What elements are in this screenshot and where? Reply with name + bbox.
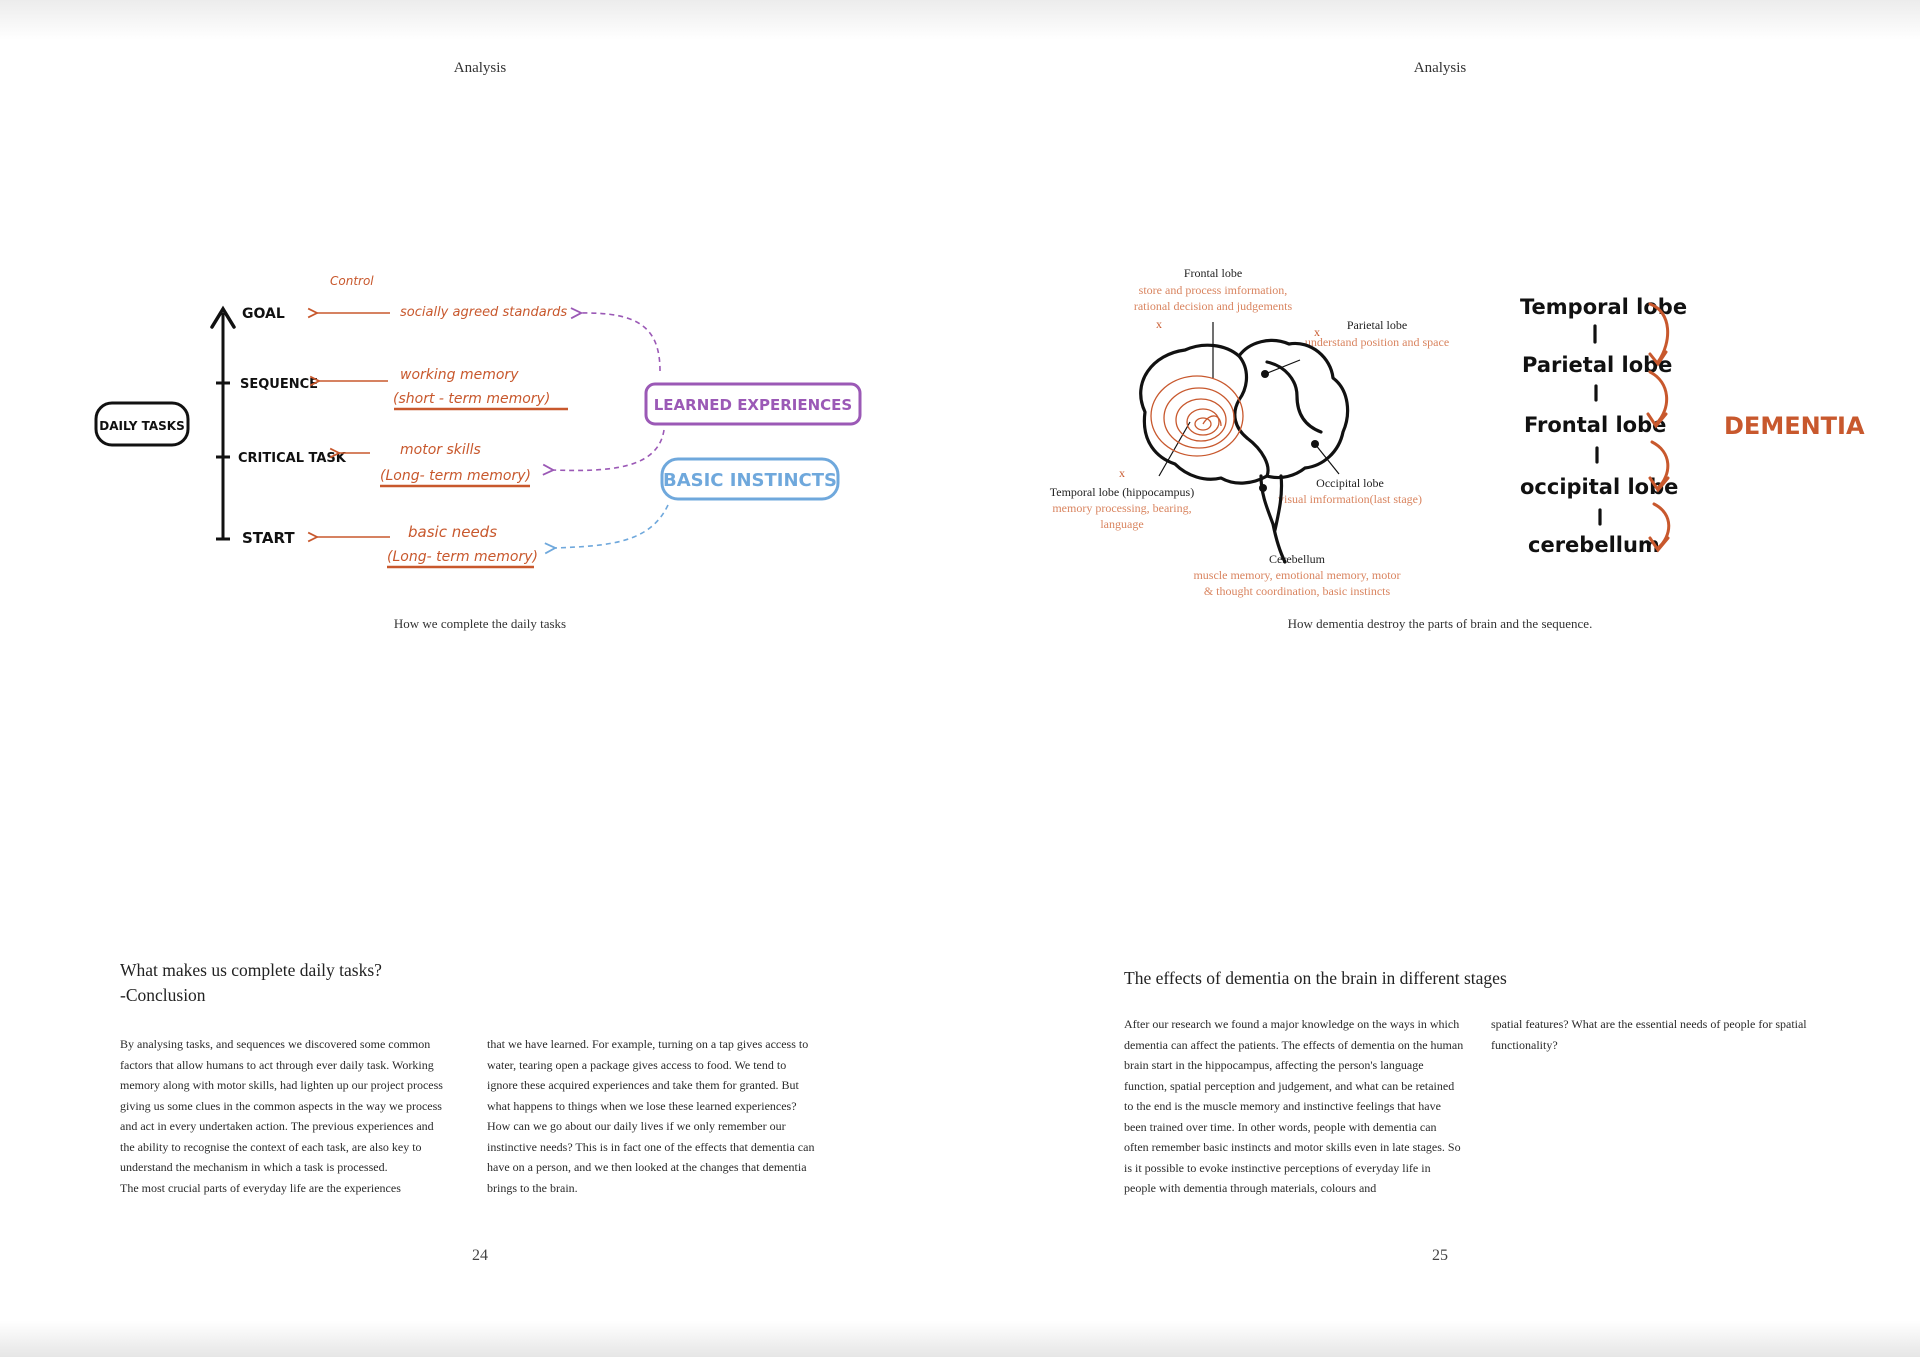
cerebellum-title: Cerebellum bbox=[1269, 552, 1325, 566]
cerebellum-desc-2: & thought coordination, basic instincts bbox=[1203, 584, 1391, 598]
dementia-label: DEMENTIA bbox=[1724, 412, 1865, 440]
running-head: Analysis bbox=[1413, 60, 1467, 76]
level-critical-task: CRITICAL TASK bbox=[238, 451, 346, 466]
sequence-item-parietal: Parietal lobe bbox=[1522, 353, 1673, 377]
sequence-item-cerebellum: cerebellum bbox=[1528, 533, 1660, 557]
goal-desc: socially agreed standards bbox=[400, 305, 568, 320]
running-head: Analysis bbox=[453, 60, 507, 76]
body-paragraph-1: By analysing tasks, and sequences we discovered some common factors that allow humans to act through ever daily task. Working memory along with motor skills, had lighten up our project process giving us some clues in the common aspects in the way we process and act in every undertaken action. The previous experiences and the ability to recognise the context of each task, are also key to understand the mechanism in which a task is processed. bbox=[120, 1037, 443, 1174]
body-column-2: spatial features? What are the essential needs of people for spatial functionality? bbox=[1491, 1017, 1807, 1052]
body-column-1: After our research we found a major knowledge on the ways in which dementia can affect the patients. The effects of dementia on the human brain start in the hippocampus, affecting the person's language function, spatial perception and judgement, and what can be retained to the end is the muscle memory and instinctive feelings that have been trained over time. In other words, people with dementia can often remember basic instincts and motor skills even in late stages. So is it possible to evoke instinctive perceptions of everyday life in people with dementia through materials, colours and bbox=[1124, 1017, 1464, 1195]
section-heading: The effects of dementia on the brain in different stages bbox=[1124, 968, 1507, 988]
control-label: Control bbox=[330, 274, 374, 288]
occipital-desc: visual imformation(last stage) bbox=[1278, 492, 1422, 506]
figure-caption: How dementia destroy the parts of brain and the sequence. bbox=[1287, 616, 1593, 631]
parietal-mark: x bbox=[1314, 325, 1320, 339]
sequence-item-frontal: Frontal lobe bbox=[1524, 413, 1667, 437]
parietal-desc: understand position and space bbox=[1304, 335, 1450, 349]
frontal-mark: x bbox=[1156, 317, 1162, 331]
frontal-desc-1: store and process imformation, bbox=[1138, 283, 1288, 297]
hippocampus-spiral bbox=[1151, 376, 1243, 456]
figure-caption: How we complete the daily tasks bbox=[393, 616, 567, 631]
parietal-title: Parietal lobe bbox=[1346, 318, 1408, 332]
body-paragraph-2: The most crucial parts of everyday life are the experiences bbox=[120, 1180, 401, 1195]
start-sub: (Long- term memory) bbox=[387, 549, 538, 565]
brain-illustration bbox=[1141, 340, 1348, 562]
heading-line-1: What makes us complete daily tasks? bbox=[120, 960, 382, 980]
critical-task-desc: motor skills bbox=[400, 442, 481, 458]
page-number: 25 bbox=[1432, 1247, 1448, 1264]
occipital-title: Occipital lobe bbox=[1316, 476, 1384, 490]
level-goal: GOAL bbox=[242, 306, 285, 322]
body-column-2: that we have learned. For example, turning on a tap gives access to water, tearing open a package gives access to food. We tend to ignore these acquired experiences and take them for granted. But what happens to things when we lose these learned experiences? How can we go about our daily lives if we only remember our instinctive needs? This is in fact one of the effects that dementia can have on a person, and we then looked at the changes that dementia brings to the brain. bbox=[487, 1037, 815, 1195]
sequence-desc: working memory bbox=[400, 367, 519, 383]
temporal-title: Temporal lobe (hippocampus) bbox=[1049, 485, 1195, 499]
page-right bbox=[960, 0, 1920, 1357]
temporal-desc-2: language bbox=[1100, 517, 1144, 531]
frontal-title: Frontal lobe bbox=[1183, 266, 1243, 280]
sequence-item-occipital: occipital lobe bbox=[1520, 475, 1679, 499]
page-number: 24 bbox=[472, 1247, 488, 1264]
basic-instincts-label: BASIC INSTINCTS bbox=[662, 470, 838, 491]
level-sequence: SEQUENCE bbox=[240, 377, 319, 392]
section-heading bbox=[120, 958, 382, 1008]
level-start: START bbox=[242, 529, 295, 547]
sequence-item-temporal: Temporal lobe bbox=[1520, 295, 1688, 319]
daily-tasks-diagram bbox=[90, 265, 870, 575]
temporal-mark: x bbox=[1119, 466, 1125, 480]
body-column-1 bbox=[120, 1034, 450, 1198]
brain-diagram bbox=[1035, 262, 1450, 602]
daily-tasks-label: DAILY TASKS bbox=[99, 419, 185, 433]
learned-experiences-label: LEARNED EXPERIENCES bbox=[653, 396, 853, 414]
critical-task-sub: (Long- term memory) bbox=[380, 468, 531, 484]
cerebellum-desc-1: muscle memory, emotional memory, motor bbox=[1193, 568, 1401, 582]
lobe-sequence bbox=[1520, 290, 1865, 570]
temporal-desc-1: memory processing, bearing, bbox=[1052, 501, 1192, 515]
bottom-edge-shadow bbox=[0, 1321, 1920, 1357]
frontal-desc-2: rational decision and judgements bbox=[1133, 299, 1293, 313]
start-desc: basic needs bbox=[408, 523, 498, 541]
sequence-sub: (short - term memory) bbox=[393, 391, 551, 407]
heading-line-2: -Conclusion bbox=[120, 985, 206, 1005]
